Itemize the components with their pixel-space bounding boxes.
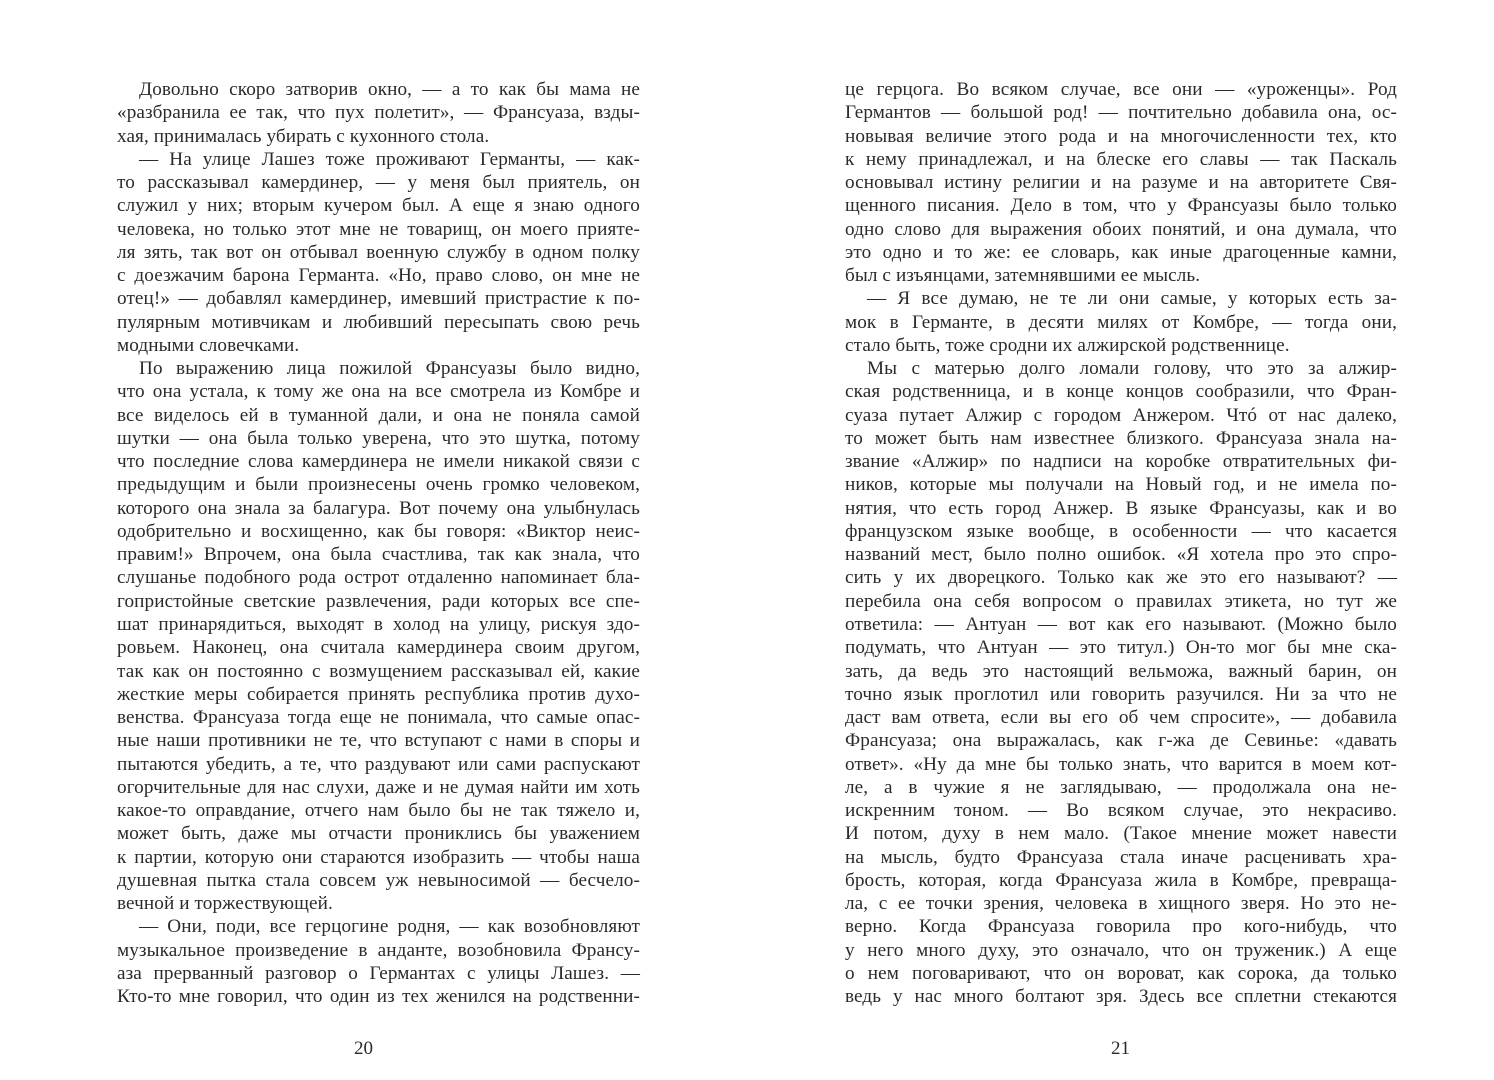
text-line: По выражению лица пожилой Франсуазы было видно, xyxy=(139,358,640,380)
text-line: пытаются убедить, а те, что раздувают или сами распускают xyxy=(117,753,640,775)
text-line: ников, которые мы получали на Новый год, и не имела по- xyxy=(845,474,1397,496)
text-line: что последние слова камердинера не имели никакой связи с xyxy=(117,451,640,473)
text-line: у него много духу, это означало, что он труженик.) А еще xyxy=(845,939,1397,961)
text-line: искренним тоном. — Во всяком случае, это некрасиво. xyxy=(845,800,1397,822)
text-line: о нем поговаривают, что он вороват, как сорока, да только xyxy=(845,962,1397,984)
text-line: то рассказывал камердинер, — у меня был приятель, он xyxy=(117,172,640,194)
text-line: — Я все думаю, не те ли они самые, у которых есть за- xyxy=(867,288,1397,310)
text-line: все виделось ей в туманной дали, и она не поняла самой xyxy=(117,404,640,426)
text-line: Франсуаза; она выражалась, как г-жа де Севинье: «давать xyxy=(845,730,1397,752)
text-line: звание «Алжир» по надписи на коробке отвратительных фи- xyxy=(845,451,1397,473)
text-line: новывая величие этого рода и на многочисленности тех, кто xyxy=(845,125,1397,147)
text-line: Кто-то мне говорил, что один из тех женился на родственни- xyxy=(117,986,640,1008)
text-line: одно слово для выражения обоих понятий, и она думала, что xyxy=(845,218,1397,240)
text-line: верно. Когда Франсуаза говорила про кого-нибудь, что xyxy=(845,916,1397,938)
text-line: названий мест, было полно ошибок. «Я хотела про это спро- xyxy=(845,544,1397,566)
text-line: зать, да ведь это настоящий вельможа, важный барин, он xyxy=(845,660,1397,682)
text-line: «разбранила ее так, что пух полетит», — Франсуаза, взды- xyxy=(117,102,640,124)
text-line: шутки — она была только уверена, что это шутка, потому xyxy=(117,427,640,449)
right-page xyxy=(747,0,1494,1080)
text-line: ные наши противники не те, что вступают с нами в споры и xyxy=(117,730,640,752)
text-line: хая, принималась убирать с кухонного стола. xyxy=(117,125,490,147)
text-line: це герцога. Во всяком случае, все они — «уроженцы». Род xyxy=(845,79,1397,100)
text-line: на мысль, будто Франсуаза стала иначе расценивать хра- xyxy=(845,846,1397,868)
text-line: ответ». «Ну да мне бы только знать, что варится в моем кот- xyxy=(845,753,1397,775)
text-line: гопристойные светские развлечения, ради которых все спе- xyxy=(117,590,640,612)
text-line: мок в Германте, в десяти милях от Комбре, — тогда они, xyxy=(845,311,1397,333)
text-line: подумать, что Антуан — это титул.) Он-то мог бы мне ска- xyxy=(845,637,1397,659)
text-line: ла, с ее точки зрения, человека в хищного зверя. Но это не- xyxy=(845,893,1397,915)
text-line: французском языке вообще, в особенности — что касается xyxy=(845,520,1397,542)
text-line: основывал истину религии и на разуме и на авторитете Свя- xyxy=(845,172,1397,194)
text-line: брость, которая, когда Франсуаза жила в Комбре, превраща- xyxy=(845,869,1397,891)
text-line: ответила: — Антуан — вот как его называют. (Можно было xyxy=(845,613,1397,635)
text-line: венства. Франсуаза тогда еще не понимала, что самые опас- xyxy=(117,707,640,729)
text-line: ровьем. Наконец, она считала камердинера своим другом, xyxy=(117,637,640,659)
text-line: одобрительно и восхищенно, как бы говоря: «Виктор неис- xyxy=(117,520,640,542)
text-line: слушанье подобного рода острот отдаленно напоминает бла- xyxy=(117,567,640,589)
text-line: — Они, поди, все герцогине родня, — как возобновляют xyxy=(139,916,640,938)
text-line: аза прерванный разговор о Германтах с улицы Лашез. — xyxy=(117,962,640,984)
text-line: стало быть, тоже сродни их алжирской родственнице. xyxy=(845,334,1290,356)
text-line: к нему принадлежал, и на блеске его славы — так Паскаль xyxy=(845,148,1397,170)
text-line: которого она знала за балагура. Вот почему она улыбнулась xyxy=(117,497,640,519)
text-line: шат принарядиться, выходят в холод на улицу, рискуя здо- xyxy=(117,613,640,635)
text-line: — На улице Лашез тоже проживают Германты, — как- xyxy=(139,148,640,170)
text-line: сить у их дворецкого. Только как же это его называют? — xyxy=(845,567,1397,589)
text-line: человека, но только этот мне не товарищ, он моего прияте- xyxy=(117,218,640,240)
text-line: нятия, что есть город Анжер. В языке Франсуазы, как и во xyxy=(845,497,1397,519)
text-line: Германтов — большой род! — почтительно добавила она, ос- xyxy=(845,102,1397,124)
text-line: что она устала, к тому же она на все смотрела из Комбре и xyxy=(117,381,640,403)
text-line: пулярным мотивчикам и любивший пересыпать свою речь xyxy=(117,311,640,333)
text-line: перебила она себя вопросом о правилах этикета, но тут же xyxy=(845,590,1397,612)
page-number: 21 xyxy=(1111,1038,1130,1059)
text-line: суаза путает Алжир с городом Анжером. Чтó от нас далеко, xyxy=(845,404,1397,426)
text-line: ская родственница, и в конце концов сообразили, что Фран- xyxy=(845,381,1397,403)
text-line: огорчительные для нас слухи, даже и не думая найти им хоть xyxy=(117,776,640,798)
text-line: жесткие меры собирается принять республика против духо- xyxy=(117,683,640,705)
text-line: И потом, духу в нем мало. (Такое мнение может навести xyxy=(845,823,1397,845)
text-line: отец!» — добавлял камердинер, имевший пристрастие к по- xyxy=(117,288,640,310)
text-line: Мы с матерью долго ломали голову, что это за алжир- xyxy=(867,358,1397,380)
text-line: может быть, даже мы отчасти прониклись бы уважением xyxy=(117,823,640,845)
text-line: какое-то оправдание, отчего нам было бы не так тяжело и, xyxy=(117,800,640,822)
text-line: то может быть нам известнее близкого. Франсуаза знала на- xyxy=(845,427,1397,449)
text-line: так как он постоянно с возмущением рассказывал ей, какие xyxy=(117,660,640,682)
text-line: правим!» Впрочем, она была счастлива, так как знала, что xyxy=(117,544,640,566)
text-line: это одно и то же: ее словарь, как иные драгоценные камни, xyxy=(845,241,1397,263)
text-line: с доезжачим барона Германта. «Но, право слово, он мне не xyxy=(117,265,640,287)
page-number: 20 xyxy=(354,1038,373,1059)
text-line: предыдущим и были произнесены очень громко человеком, xyxy=(117,474,640,496)
text-line: ля зять, так вот он отбывал военную службу в одном полку xyxy=(117,241,640,263)
text-line: ведь у нас много болтают зря. Здесь все сплетни стекаются xyxy=(845,986,1397,1008)
text-line: точно язык проглотил или говорить разучился. Ни за что не xyxy=(845,683,1397,705)
text-line: ле, а в чужие я не заглядываю, — продолжала она не- xyxy=(845,776,1397,798)
text-line: щенного писания. Дело в том, что у Франсуазы было только xyxy=(845,195,1397,217)
text-line: душевная пытка стала совсем уж невыносимой — бесчело- xyxy=(117,869,640,891)
text-line: даст вам ответа, если вы его об чем спросите», — добавила xyxy=(845,707,1397,729)
text-line: к партии, которую они стараются изобразить — чтобы наша xyxy=(117,846,640,868)
text-line: был с изъянцами, затемнявшими ее мысль. xyxy=(845,265,1201,287)
text-line: вечной и торжествующей. xyxy=(117,893,333,915)
text-line: служил у них; вторым кучером был. А еще я знаю одного xyxy=(117,195,640,217)
text-line: Довольно скоро затворив окно, — а то как бы мама не xyxy=(139,79,640,100)
text-line: музыкальное произведение в анданте, возобновила Франсу- xyxy=(117,939,640,961)
text-line: модными словечками. xyxy=(117,334,300,356)
